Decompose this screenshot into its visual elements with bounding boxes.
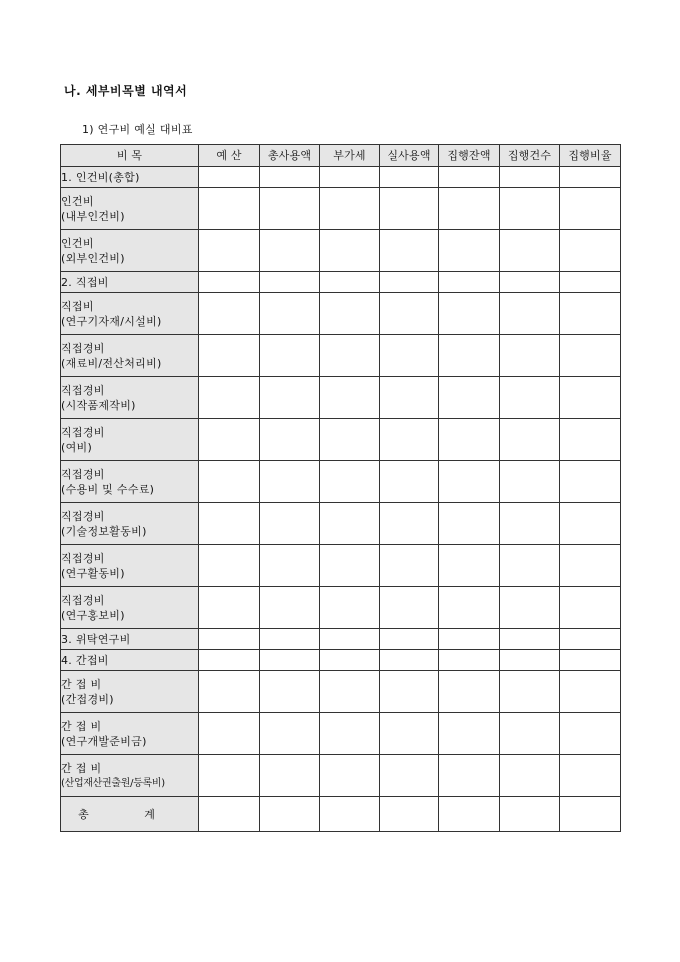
cell-count (500, 293, 560, 335)
cell-total-used (260, 419, 320, 461)
row-label-line1: 인건비 (61, 236, 94, 250)
row-label (61, 188, 199, 230)
row-label (61, 293, 199, 335)
row-label (61, 755, 199, 797)
total-label: 총 계 (61, 797, 199, 832)
table-row (61, 587, 621, 629)
row-label-line1: 간 접 비 (61, 719, 102, 733)
table-row (61, 545, 621, 587)
cell-total-used (260, 335, 320, 377)
cell-total-used (260, 503, 320, 545)
cell-budget (199, 650, 260, 671)
row-label-line1: 직접비 (61, 299, 94, 313)
cell-total-used (260, 713, 320, 755)
cell-budget (199, 377, 260, 419)
cell-vat (320, 797, 380, 832)
cell-budget (199, 419, 260, 461)
cell-count (500, 797, 560, 832)
row-label-line1: 3. 위탁연구비 (61, 632, 131, 646)
table-row (61, 650, 621, 671)
cell-budget (199, 629, 260, 650)
cell-vat (320, 587, 380, 629)
cell-vat (320, 503, 380, 545)
row-label-line2: (연구홍보비) (61, 608, 125, 622)
row-label-line1: 직접경비 (61, 509, 105, 523)
cell-count (500, 503, 560, 545)
cell-remaining (439, 755, 500, 797)
cell-remaining (439, 713, 500, 755)
cell-vat (320, 272, 380, 293)
cell-actual-used (380, 545, 439, 587)
row-label-line2: (재료비/전산처리비) (61, 356, 162, 370)
cell-total-used (260, 167, 320, 188)
cell-vat (320, 188, 380, 230)
cell-budget (199, 587, 260, 629)
cell-vat (320, 377, 380, 419)
row-label (61, 335, 199, 377)
row-label-line1: 직접경비 (61, 551, 105, 565)
table-row (61, 713, 621, 755)
cell-vat (320, 167, 380, 188)
cell-count (500, 272, 560, 293)
cell-count (500, 167, 560, 188)
cell-ratio (560, 545, 621, 587)
cell-count (500, 461, 560, 503)
cell-ratio (560, 629, 621, 650)
cell-count (500, 713, 560, 755)
header-ratio: 집행비율 (560, 145, 621, 167)
cell-total-used (260, 293, 320, 335)
cell-ratio (560, 167, 621, 188)
cell-vat (320, 230, 380, 272)
cell-actual-used (380, 629, 439, 650)
cell-actual-used (380, 650, 439, 671)
cell-ratio (560, 461, 621, 503)
cell-total-used (260, 629, 320, 650)
cell-actual-used (380, 188, 439, 230)
cell-ratio (560, 797, 621, 832)
row-label-line2: (시작품제작비) (61, 398, 136, 412)
row-label-line1: 1. 인건비(총합) (61, 170, 140, 184)
cell-budget (199, 167, 260, 188)
table-row (61, 167, 621, 188)
cell-total-used (260, 755, 320, 797)
table-row (61, 377, 621, 419)
cell-total-used (260, 545, 320, 587)
row-label-line2: (외부인건비) (61, 251, 125, 265)
cell-count (500, 545, 560, 587)
cell-budget (199, 713, 260, 755)
cell-total-used (260, 188, 320, 230)
table-body (61, 167, 621, 832)
cell-vat (320, 545, 380, 587)
cell-actual-used (380, 167, 439, 188)
cell-total-used (260, 650, 320, 671)
cell-vat (320, 419, 380, 461)
cell-remaining (439, 167, 500, 188)
cell-remaining (439, 461, 500, 503)
cell-total-used (260, 461, 320, 503)
row-label (61, 272, 199, 293)
total-row (61, 797, 621, 832)
cell-budget (199, 797, 260, 832)
cell-actual-used (380, 713, 439, 755)
cell-remaining (439, 545, 500, 587)
row-label-line2: (연구개발준비금) (61, 734, 147, 748)
cell-total-used (260, 797, 320, 832)
header-budget: 예 산 (199, 145, 260, 167)
cell-vat (320, 713, 380, 755)
cell-total-used (260, 272, 320, 293)
cell-total-used (260, 230, 320, 272)
cell-count (500, 650, 560, 671)
cell-total-used (260, 587, 320, 629)
row-label-line1: 4. 간접비 (61, 653, 109, 667)
table-row (61, 272, 621, 293)
table-row (61, 629, 621, 650)
header-item: 비 목 (61, 145, 199, 167)
cell-budget (199, 461, 260, 503)
sub-title: 1) 연구비 예실 대비표 (82, 123, 193, 136)
table-row (61, 419, 621, 461)
row-label-line2: (내부인건비) (61, 209, 125, 223)
cell-ratio (560, 293, 621, 335)
row-label (61, 167, 199, 188)
table-row (61, 188, 621, 230)
cell-remaining (439, 671, 500, 713)
cell-remaining (439, 650, 500, 671)
cell-vat (320, 335, 380, 377)
cell-count (500, 335, 560, 377)
cell-actual-used (380, 755, 439, 797)
table-row (61, 230, 621, 272)
cell-count (500, 230, 560, 272)
row-label-line2: (수용비 및 수수료) (61, 482, 155, 496)
row-label (61, 629, 199, 650)
header-actual-used: 실사용액 (380, 145, 439, 167)
cell-ratio (560, 755, 621, 797)
table-row (61, 671, 621, 713)
cell-vat (320, 461, 380, 503)
row-label (61, 503, 199, 545)
cell-budget (199, 671, 260, 713)
cell-count (500, 587, 560, 629)
row-label-line2: (연구활동비) (61, 566, 125, 580)
cell-remaining (439, 629, 500, 650)
table-header-row (61, 145, 621, 167)
table-row (61, 503, 621, 545)
row-label-line2: (기술정보활동비) (61, 524, 147, 538)
cell-actual-used (380, 419, 439, 461)
row-label-line1: 간 접 비 (61, 677, 102, 691)
cell-vat (320, 755, 380, 797)
section-title: 나. 세부비목별 내역서 (64, 84, 188, 98)
row-label (61, 545, 199, 587)
cell-actual-used (380, 797, 439, 832)
cell-remaining (439, 230, 500, 272)
cell-budget (199, 503, 260, 545)
header-total-used: 총사용액 (260, 145, 320, 167)
cell-actual-used (380, 377, 439, 419)
cell-remaining (439, 293, 500, 335)
cell-budget (199, 230, 260, 272)
cell-vat (320, 293, 380, 335)
cell-ratio (560, 419, 621, 461)
cell-actual-used (380, 461, 439, 503)
cell-actual-used (380, 335, 439, 377)
row-label-line2: (산업재산권출원/등록비) (61, 777, 165, 789)
cell-ratio (560, 377, 621, 419)
cell-remaining (439, 587, 500, 629)
row-label-line2: (간접경비) (61, 692, 114, 706)
row-label-line1: 2. 직접비 (61, 275, 109, 289)
row-label (61, 671, 199, 713)
row-label (61, 230, 199, 272)
row-label (61, 587, 199, 629)
cell-count (500, 419, 560, 461)
cell-remaining (439, 272, 500, 293)
row-label-line1: 직접경비 (61, 383, 105, 397)
cell-count (500, 629, 560, 650)
row-label (61, 461, 199, 503)
row-label (61, 713, 199, 755)
row-label-line2: (연구기자재/시설비) (61, 314, 162, 328)
header-vat: 부가세 (320, 145, 380, 167)
cell-remaining (439, 188, 500, 230)
cell-actual-used (380, 503, 439, 545)
cell-remaining (439, 377, 500, 419)
table-row (61, 755, 621, 797)
cell-ratio (560, 671, 621, 713)
table-row (61, 293, 621, 335)
cell-remaining (439, 335, 500, 377)
cell-remaining (439, 503, 500, 545)
table-row (61, 335, 621, 377)
cell-count (500, 377, 560, 419)
row-label (61, 377, 199, 419)
row-label-line1: 직접경비 (61, 425, 105, 439)
cell-budget (199, 293, 260, 335)
cell-ratio (560, 272, 621, 293)
cell-vat (320, 629, 380, 650)
cell-budget (199, 272, 260, 293)
cell-count (500, 671, 560, 713)
row-label-line1: 간 접 비 (61, 761, 102, 775)
budget-comparison-table (60, 144, 621, 832)
cell-ratio (560, 713, 621, 755)
row-label-line1: 인건비 (61, 194, 94, 208)
table-row (61, 461, 621, 503)
cell-ratio (560, 335, 621, 377)
row-label-line1: 직접경비 (61, 593, 105, 607)
cell-count (500, 188, 560, 230)
cell-budget (199, 188, 260, 230)
cell-total-used (260, 671, 320, 713)
cell-ratio (560, 650, 621, 671)
cell-budget (199, 755, 260, 797)
cell-budget (199, 335, 260, 377)
row-label (61, 650, 199, 671)
cell-ratio (560, 503, 621, 545)
cell-actual-used (380, 230, 439, 272)
cell-ratio (560, 587, 621, 629)
cell-ratio (560, 230, 621, 272)
cell-vat (320, 671, 380, 713)
header-remaining: 집행잔액 (439, 145, 500, 167)
row-label-line2: (여비) (61, 440, 93, 454)
row-label-line1: 직접경비 (61, 467, 105, 481)
cell-budget (199, 545, 260, 587)
cell-remaining (439, 797, 500, 832)
cell-total-used (260, 377, 320, 419)
cell-actual-used (380, 587, 439, 629)
row-label (61, 419, 199, 461)
cell-actual-used (380, 293, 439, 335)
cell-vat (320, 650, 380, 671)
cell-actual-used (380, 671, 439, 713)
header-count: 집행건수 (500, 145, 560, 167)
cell-count (500, 755, 560, 797)
cell-remaining (439, 419, 500, 461)
row-label-line1: 직접경비 (61, 341, 105, 355)
cell-actual-used (380, 272, 439, 293)
cell-ratio (560, 188, 621, 230)
